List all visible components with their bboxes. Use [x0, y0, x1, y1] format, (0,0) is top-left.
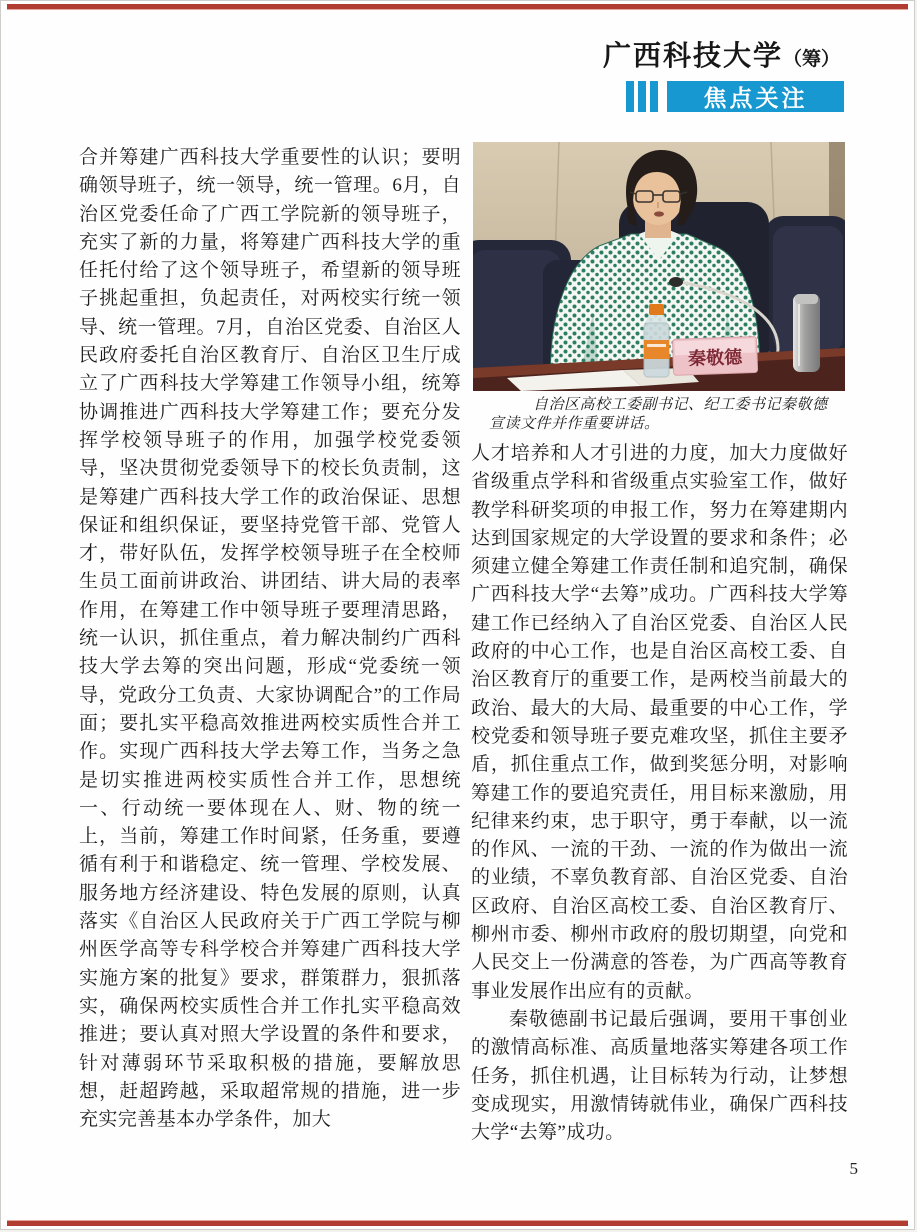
name-card-text: 秦敬德: [687, 346, 743, 369]
badge-stripes-icon: [626, 81, 662, 112]
page-header-title: [603, 41, 840, 76]
top-red-rule: [7, 4, 908, 9]
news-photo: [473, 142, 845, 391]
section-badge-bar: [626, 81, 844, 112]
right-column-paragraph-1: 人才培养和人才引进的力度，加大力度做好省级重点学科和省级重点实验室工作，做好教学科研奖项的申报工作，努力在筹建期内达到国家规定的大学设置的要求和条件；必须建立健全筹建工作责任制和追究制，确保广西科技大学“去筹”成功。广西科技大学筹建工作已经纳入了自治区党委、自治区人民政府的中心工作，也是自治区高校工委、自治区教育厅的重要工作，是两校当前最大的政治、最大的大局、最重要的中心工作，学校党委和领导班子要克难攻坚，抓住主要矛盾，抓住重点工作，做到奖惩分明，对影响筹建工作的要追究责任，用目标来激励，用纪律来约束，忠于职守，勇于奉献，以一流的作风、一流的干劲、一流的作为做出一流的业绩，不辜负教育部、自治区党委、自治区政府、自治区高校工委、自治区教育厅、柳州市委、柳州市政府的殷切期望，向党和人民交上一份满意的答卷，为广西高等教育事业发展作出应有的贡献。: [471, 443, 848, 1002]
photo-caption: 自治区高校工委副书记、纪工委书记秦敬德宣读文件并作重要讲话。: [489, 397, 828, 432]
page-number: 5: [849, 1159, 858, 1178]
bottom-red-rule: [7, 1220, 908, 1225]
meeting-photo-illustration: [473, 142, 845, 391]
right-column-paragraph-2: 秦敬德副书记最后强调，要用干事创业的激情高标准、高质量地落实筹建各项工作任务，抓住机遇，让目标转为行动，让梦想变成现实，用激情铸就伟业，确保广西科技大学“去筹”成功。: [471, 1008, 848, 1144]
university-name: 广西科技大学: [602, 41, 783, 72]
news-photo-figure: [473, 142, 845, 434]
university-name-suffix: （筹）: [782, 49, 840, 70]
article-left-column: 合并筹建广西科技大学重要性的认识；要明确领导班子，统一领导，统一管理。6月，自治区党委任命了广西工学院新的领导班子，充实了新的力量，将筹建广西科技大学的重任托付给了这个领导班子，希望新的领导班子挑起重担，负起责任，对两校实行统一领导、统一管理。7月，自治区党委、自治区人民政府委托自治区教育厅、自治区卫生厅成立了广西科技大学筹建工作领导小组，统筹协调推进广西科技大学筹建工作；要充分发挥学校领导班子的作用，加强学校党委领导，坚决贯彻党委领导下的校长负责制，这是筹建广西科技大学工作的政治保证、思想保证和组织保证，要坚持党管干部、党管人才，带好队伍，发挥学校领导班子在全校师生员工面前讲政治、讲团结、讲大局的表率作用，在筹建工作中领导班子要理清思路，统一认识，抓住重点，着力解决制约广西科技大学去筹的突出问题，形成“党委统一领导，党政分工负责、大家协调配合”的工作局面；要扎实平稳高效推进两校实质性合并工作。实现广西科技大学去筹工作，当务之急是切实推进两校实质性合并工作，思想统一、行动统一要体现在人、财、物的统一上，当前，筹建工作时间紧，任务重，要遵循有利于和谐稳定、统一管理、学校发展、服务地方经济建设、特色发展的原则，认真落实《自治区人民政府关于广西工学院与柳州医学高等专科学校合并筹建广西科技大学实施方案的批复》要求，群策群力，狠抓落实，确保两校实质性合并工作扎实平稳高效推进；要认真对照大学设置的条件和要求，针对薄弱环节采取积极的措施，要解放思想，赶超跨越，采取超常规的措施，进一步充实完善基本办学条件，加大: [79, 147, 461, 1131]
article-right-column: [471, 440, 848, 1147]
section-badge: 焦点关注: [667, 81, 844, 112]
